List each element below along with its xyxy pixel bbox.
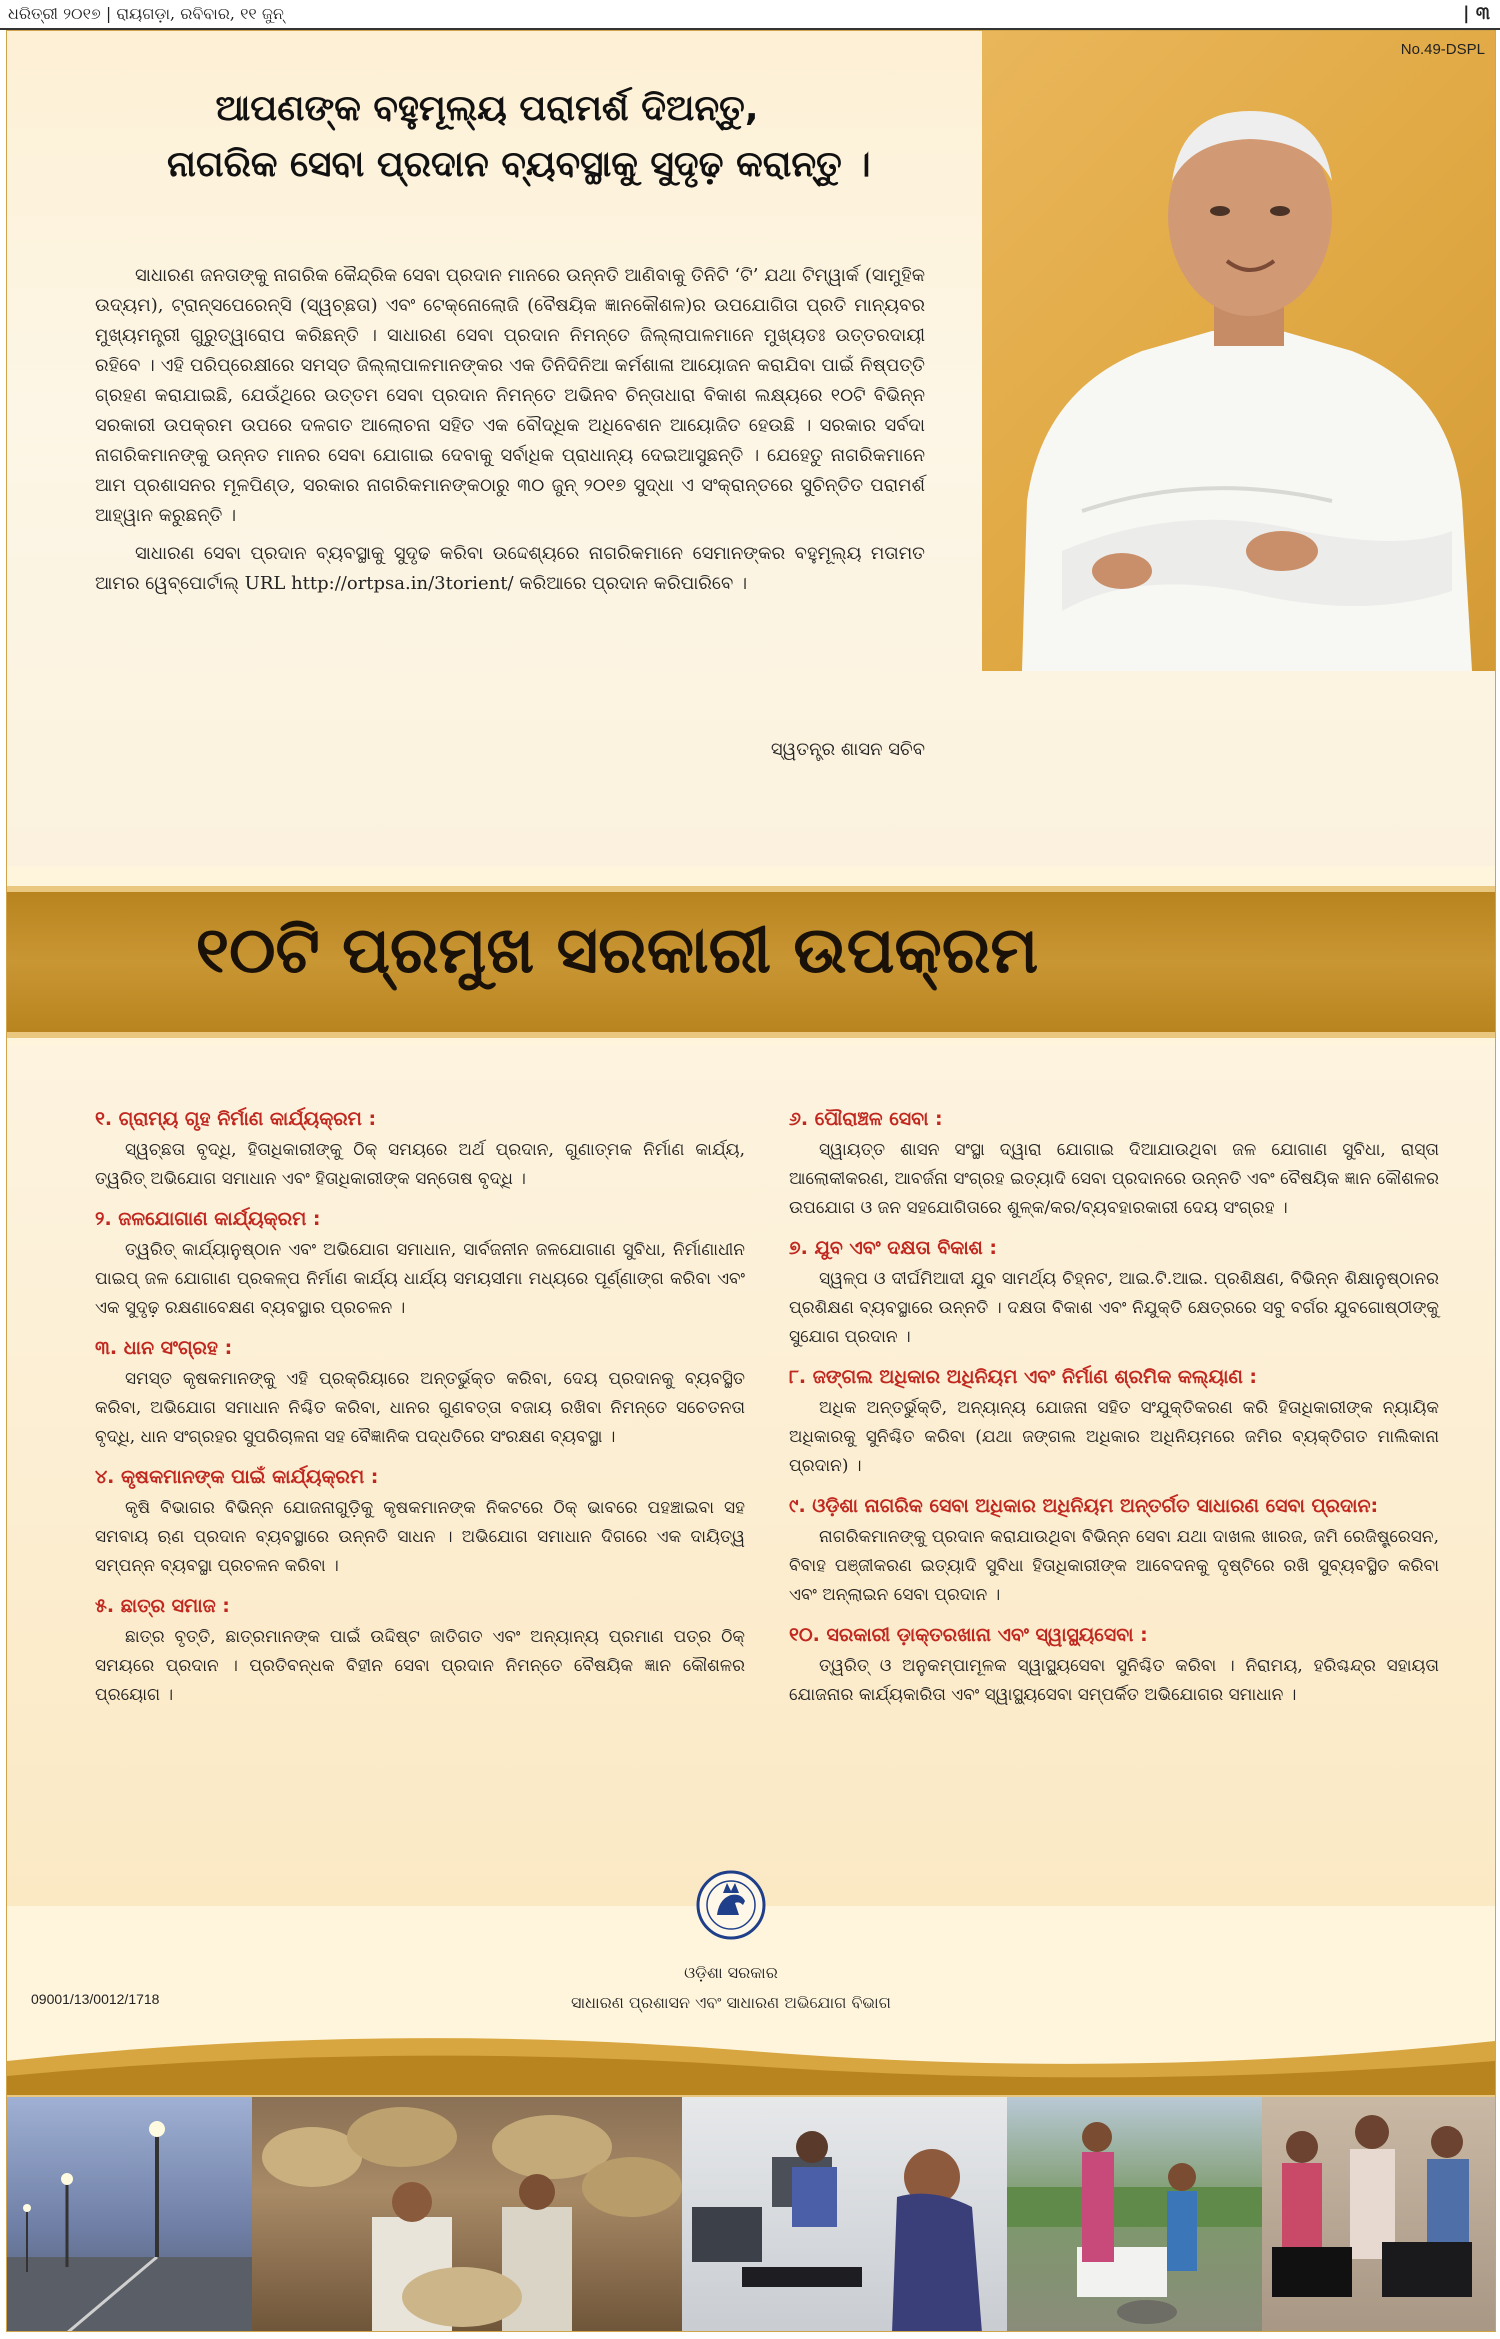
photo-computer-training	[682, 2097, 1007, 2332]
initiative-title: ୫. ଛାତ୍ର ସମାଜ :	[95, 1595, 230, 1617]
initiative-description: ନାଗରିକମାନଙ୍କୁ ପ୍ରଦାନ କରାଯାଉଥିବା ବିଭିନ୍ନ ସେବା ଯଥା ଦାଖଲ ଖାରଜ, ଜମି ରେଜିଷ୍ଟ୍ରେସନ, ବିବାହ ପଞ୍ଜୀକରଣ ଇତ୍ୟାଦି ସୁବିଧା ହିତାଧିକାରୀଙ୍କ ଆବେଦନକୁ ଦୃଷ୍ଟିରେ ରଖି ସୁବ୍ୟବସ୍ଥିତ କରିବା ଏବଂ ଅନ୍‌ଲାଇନ ସେବା ପ୍ରଦାନ ।	[789, 1527, 1439, 1605]
portrait-illustration	[982, 31, 1495, 671]
headline-line-2: ନାଗରିକ ସେବା ପ୍ରଦାନ ବ୍ୟବସ୍ଥାକୁ ସୁଦୃଢ଼ କରାନ୍ତୁ ।	[167, 144, 871, 185]
initiative-description: ସ୍ୱାୟତ୍ତ ଶାସନ ସଂସ୍ଥା ଦ୍ୱାରା ଯୋଗାଇ ଦିଆଯାଉଥିବା ଜଳ ଯୋଗାଣ ସୁବିଧା, ରାସ୍ତା ଆଲୋକୀକରଣ, ଆବର୍ଜନା ସଂଗ୍ରହ ଇତ୍ୟାଦି ସେବା ପ୍ରଦାନରେ ଉନ୍ନତି ଏବଂ ବୈଷୟିକ ଜ୍ଞାନ କୌଶଳର ଉପଯୋଗ ଓ ଜନ ସହଯୋଗିତାରେ ଶୁଳ୍କ/କର/ବ୍ୟବହାରକାରୀ ଦେୟ ସଂଗ୍ରହ ।	[789, 1140, 1439, 1218]
photo-students-laptops	[1262, 2097, 1495, 2332]
advertisement	[6, 30, 1496, 2332]
paddy-sacks-image	[252, 2097, 682, 2332]
photo-paddy-sacks	[252, 2097, 682, 2332]
initiative-item	[95, 1466, 745, 1581]
water-tap-image	[1007, 2097, 1262, 2332]
initiative-description: ସ୍ୱଳ୍ପ ଓ ଦୀର୍ଘମିଆଦୀ ଯୁବ ସାମର୍ଥ୍ୟ ଚିହ୍ନଟ, ଆଇ.ଟି.ଆଇ. ପ୍ରଶିକ୍ଷଣ, ବିଭିନ୍ନ ଶିକ୍ଷାନୁଷ୍ଠାନର ପ୍ରଶିକ୍ଷଣ ବ୍ୟବସ୍ଥାରେ ଉନ୍ନତି । ଦକ୍ଷତା ବିକାଶ ଏବଂ ନିଯୁକ୍ତି କ୍ଷେତ୍ରରେ ସବୁ ବର୍ଗର ଯୁବଗୋଷ୍ଠୀଙ୍କୁ ସୁଯୋଗ ପ୍ରଦାନ ।	[789, 1269, 1439, 1347]
students-laptops-image	[1262, 2097, 1495, 2332]
initiative-title: ୪. କୃଷକମାନଙ୍କ ପାଇଁ କାର୍ଯ୍ୟକ୍ରମ :	[95, 1466, 379, 1488]
initiatives-left-column	[95, 1108, 745, 1724]
ad-number: No.49-DSPL	[1400, 41, 1485, 58]
initiative-description: ସ୍ୱଚ୍ଛତା ବୃଦ୍ଧି, ହିତାଧିକାରୀଙ୍କୁ ଠିକ୍ ସମୟରେ ଅର୍ଥ ପ୍ରଦାନ, ଗୁଣାତ୍ମକ ନିର୍ମାଣ କାର୍ଯ୍ୟ, ତ୍ୱରିତ୍ ଅଭିଯୋଗ ସମାଧାନ ଏବଂ ହିତାଧିକାରୀଙ୍କ ସନ୍ତୋଷ ବୃଦ୍ଧି ।	[95, 1140, 745, 1189]
masthead-page-number: | ୩	[1463, 3, 1490, 24]
banner-title: ୧୦ଟି ପ୍ରମୁଖ ସରକାରୀ ଉପକ୍ରମ	[195, 914, 1039, 988]
initiative-title: ୩. ଧାନ ସଂଗ୍ରହ :	[95, 1337, 233, 1359]
reference-code: 09001/13/0012/1718	[31, 1991, 160, 2007]
department-name: ସାଧାରଣ ପ୍ରଶାସନ ଏବଂ ସାଧାରଣ ଅଭିଯୋଗ ବିଭାଗ	[571, 1993, 891, 2012]
odisha-emblem-icon	[695, 1869, 767, 1941]
initiative-title: ୧. ଗ୍ରାମ୍ୟ ଗୃହ ନିର୍ମାଣ କାର୍ଯ୍ୟକ୍ରମ :	[95, 1108, 377, 1130]
headline	[167, 81, 871, 193]
photo-strip	[7, 2095, 1495, 2332]
computer-training-image	[682, 2097, 1007, 2332]
initiative-title: ୯. ଓଡ଼ିଶା ନାଗରିକ ସେବା ଅଧିକାର ଅଧିନିୟମ ଅନ୍ତର୍ଗତ ସାଧାରଣ ସେବା ପ୍ରଦାନ:	[789, 1495, 1379, 1517]
photo-street-lights	[7, 2097, 252, 2332]
government-name: ଓଡ଼ିଶା ସରକାର	[684, 1963, 778, 1982]
initiative-title: ୮. ଜଙ୍ଗଲ ଅଧିକାର ଅଧିନିୟମ ଏବଂ ନିର୍ମାଣ ଶ୍ରମିକ କଲ୍ୟାଣ :	[789, 1366, 1258, 1388]
initiative-item	[95, 1595, 745, 1710]
initiative-description: ତ୍ୱରିତ୍ କାର୍ଯ୍ୟାନୁଷ୍ଠାନ ଏବଂ ଅଭିଯୋଗ ସମାଧାନ, ସାର୍ବଜନୀନ ଜଳଯୋଗାଣ ସୁବିଧା, ନିର୍ମାଣାଧୀନ ପାଇପ୍ ଜଳ ଯୋଗାଣ ପ୍ରକଳ୍ପ ନିର୍ମାଣ କାର୍ଯ୍ୟ ଧାର୍ଯ୍ୟ ସମୟସୀମା ମଧ୍ୟରେ ପୂର୍ଣ୍ଣାଙ୍ଗ କରିବା ଏବଂ ଏକ ସୁଦୃଢ଼ ରକ୍ଷଣାବେକ୍ଷଣ ବ୍ୟବସ୍ଥାର ପ୍ରଚଳନ ।	[95, 1240, 745, 1318]
chief-minister-photo	[982, 31, 1495, 671]
appeal-section	[7, 31, 1495, 866]
initiative-description: ଅଧିକ ଅନ୍ତର୍ଭୁକ୍ତି, ଅନ୍ୟାନ୍ୟ ଯୋଜନା ସହିତ ସଂଯୁକ୍ତିକରଣ କରି ହିତାଧିକାରୀଙ୍କ ନ୍ୟାୟିକ ଅଧିକାରକୁ ସୁନିଶ୍ଚିତ କରିବା (ଯଥା ଜଙ୍ଗଲ ଅଧିକାର ଅଧିନିୟମରେ ଜମିର ବ୍ୟକ୍ତିଗତ ମାଲିକାନା ପ୍ରଦାନ) ।	[789, 1398, 1439, 1476]
signature: ସ୍ୱତନ୍ତ୍ର ଶାସନ ସଚିବ	[770, 739, 925, 760]
photo-water-tap	[1007, 2097, 1262, 2332]
initiative-title: ୭. ଯୁବ ଏବଂ ଦକ୍ଷତା ବିକାଶ :	[789, 1237, 998, 1259]
decorative-wave	[7, 2021, 1495, 2101]
initiative-item	[789, 1237, 1439, 1352]
initiative-item	[95, 1108, 745, 1194]
initiative-item	[789, 1108, 1439, 1223]
initiative-title: ୬. ପୌରାଞ୍ଚଳ ସେବା :	[789, 1108, 943, 1130]
body-paragraph-2: ସାଧାରଣ ସେବା ପ୍ରଦାନ ବ୍ୟବସ୍ଥାକୁ ସୁଦୃଢ କରିବା ଉଦ୍ଦେଶ୍ୟରେ ନାଗରିକମାନେ ସେମାନଙ୍କର ବହୁମୂଲ୍ୟ ମତାମତ ଆମର ୱେବ୍‌ପୋର୍ଟାଲ୍ URL http://ortpsa.in/3torient/ କରିଆରେ ପ୍ରଦାନ କରିପାରିବେ ।	[95, 543, 925, 594]
initiative-item	[789, 1624, 1439, 1710]
headline-line-1: ଆପଣଙ୍କ ବହୁମୂଲ୍ୟ ପରାମର୍ଶ ଦିଅନ୍ତୁ,	[215, 88, 759, 129]
body-paragraph-1: ସାଧାରଣ ଜନତାଙ୍କୁ ନାଗରିକ କୈନ୍ଦ୍ରିକ ସେବା ପ୍ରଦାନ ମାନରେ ଉନ୍ନତି ଆଣିବାକୁ ତିନିଟି ‘ଟି’ ଯଥା ଟିମ୍‌ୱାର୍କ (ସାମୁହିକ ଉଦ୍ୟମ), ଟ୍ରାନ୍ସପେରେନ୍ସି (ସ୍ୱଚ୍ଛତା) ଏବଂ ଟେକ୍ନୋଲୋଜି (ବୈଷୟିକ ଜ୍ଞାନକୌଶଳ)ର ଉପଯୋଗିତା ପ୍ରତି ମାନ୍ୟବର ମୁଖ୍ୟମନ୍ତ୍ରୀ ଗୁରୁତ୍ୱାରୋପ କରିଛନ୍ତି । ସାଧାରଣ ସେବା ପ୍ରଦାନ ନିମନ୍ତେ ଜିଲ୍ଲାପାଳମାନେ ମୁଖ୍ୟତଃ ଉତ୍ତରଦାୟୀ ରହିବେ । ଏହି ପରିପ୍ରେକ୍ଷୀରେ ସମସ୍ତ ଜିଲ୍ଲାପାଳମାନଙ୍କର ଏକ ତିନିଦିନିଆ କର୍ମଶାଳା ଆୟୋଜନ କରାଯିବା ପାଇଁ ନିଷ୍ପତ୍ତି ଗ୍ରହଣ କରାଯାଇଛି, ଯେଉଁଥିରେ ଉତ୍ତମ ସେବା ପ୍ରଦାନ ନିମନ୍ତେ ଅଭିନବ ଚିନ୍ତାଧାରା ବିକାଶ ଲକ୍ଷ୍ୟରେ ୧୦ଟି ବିଭିନ୍ନ ସରକାରୀ ଉପକ୍ରମ ଉପରେ ଦଳଗତ ଆଲୋଚନା ସହିତ ଏକ ବୌଦ୍ଧିକ ଅଧିବେଶନ ଆୟୋଜିତ ହେଉଛି । ସରକାର ସର୍ବଦା ନାଗରିକମାନଙ୍କୁ ଉନ୍ନତ ମାନର ସେବା ଯୋଗାଇ ଦେବାକୁ ସର୍ବାଧିକ ପ୍ରାଧାନ୍ୟ ଦେଇଆସୁଛନ୍ତି । ଯେହେତୁ ନାଗରିକମାନେ ଆମ ପ୍ରଶାସନର ମୂଳପିଣ୍ଡ, ସରକାର ନାଗରିକମାନଙ୍କଠାରୁ ୩୦ ଜୁନ୍ ୨୦୧୭ ସୁଦ୍ଧା ଏ ସଂକ୍ରାନ୍ତରେ ସୁଚିନ୍ତିତ ପରାମର୍ଶ ଆହ୍ୱାନ କରୁଛନ୍ତି ।	[95, 265, 925, 526]
initiative-item	[789, 1366, 1439, 1481]
appeal-body	[95, 261, 925, 607]
initiative-title: ୧୦. ସରକାରୀ ଡ଼ାକ୍ତରଖାନା ଏବଂ ସ୍ୱାସ୍ଥ୍ୟସେବା :	[789, 1624, 1148, 1646]
initiative-description: ଛାତ୍ର ବୃତ୍ତି, ଛାତ୍ରମାନଙ୍କ ପାଇଁ ଉଦ୍ଦିଷ୍ଟ ଜାତିଗତ ଏବଂ ଅନ୍ୟାନ୍ୟ ପ୍ରମାଣ ପତ୍ର ଠିକ୍ ସମୟରେ ପ୍ରଦାନ । ପ୍ରତିବନ୍ଧକ ବିହୀନ ସେବା ପ୍ରଦାନ ନିମନ୍ତେ ବୈଷୟିକ ଜ୍ଞାନ କୌଶଳର ପ୍ରୟୋଗ ।	[95, 1627, 745, 1705]
initiatives-right-column	[789, 1108, 1439, 1724]
masthead-dateline: ଧରିତ୍ରୀ ୨୦୧୭ | ରାୟଗଡ଼ା, ରବିବାର, ୧୧ ଜୁନ୍	[8, 4, 284, 23]
initiatives-list	[7, 1046, 1495, 1906]
newspaper-masthead	[0, 0, 1500, 30]
initiative-description: ତ୍ୱରିତ୍ ଓ ଅନୁକମ୍ପାମୂଳକ ସ୍ୱାସ୍ଥ୍ୟସେବା ସୁନିଶ୍ଚିତ କରିବା । ନିରାମୟ, ହରିଶ୍ଚନ୍ଦ୍ର ସହାୟତା ଯୋଜନାର କାର୍ଯ୍ୟକାରିତା ଏବଂ ସ୍ୱାସ୍ଥ୍ୟସେବା ସମ୍ପର୍କିତ ଅଭିଯୋଗର ସମାଧାନ ।	[789, 1656, 1439, 1705]
initiative-title: ୨. ଜଳଯୋଗାଣ କାର୍ଯ୍ୟକ୍ରମ :	[95, 1208, 321, 1230]
initiative-item	[789, 1495, 1439, 1610]
initiative-description: ସମସ୍ତ କୃଷକମାନଙ୍କୁ ଏହି ପ୍ରକ୍ରିୟାରେ ଅନ୍ତର୍ଭୁକ୍ତ କରିବା, ଦେୟ ପ୍ରଦାନକୁ ବ୍ୟବସ୍ଥିତ କରିବା, ଅଭିଯୋଗ ସମାଧାନ ନିଶ୍ଚିତ କରିବା, ଧାନର ଗୁଣବତ୍ତା ବଜାୟ ରଖିବା ନିମନ୍ତେ ସଚେତନତା ବୃଦ୍ଧି, ଧାନ ସଂଗ୍ରହର ସୁପରିଚାଳନା ସହ ବୈଜ୍ଞାନିକ ପଦ୍ଧତିରେ ସଂରକ୍ଷଣ ବ୍ୟବସ୍ଥା ।	[95, 1369, 745, 1447]
street-lights-image	[7, 2097, 252, 2332]
initiative-item	[95, 1337, 745, 1452]
initiatives-banner	[7, 886, 1495, 1038]
initiative-item	[95, 1208, 745, 1323]
initiative-description: କୃଷି ବିଭାଗର ବିଭିନ୍ନ ଯୋଜନାଗୁଡ଼ିକୁ କୃଷକମାନଙ୍କ ନିକଟରେ ଠିକ୍ ଭାବରେ ପହଞ୍ଚାଇବା ସହ ସମବାୟ ଋଣ ପ୍ରଦାନ ବ୍ୟବସ୍ଥାରେ ଉନ୍ନତି ସାଧନ । ଅଭିଯୋଗ ସମାଧାନ ଦିଗରେ ଏକ ଦାୟିତ୍ୱ ସମ୍ପନ୍ନ ବ୍ୟବସ୍ଥା ପ୍ରଚଳନ କରିବା ।	[95, 1498, 745, 1576]
